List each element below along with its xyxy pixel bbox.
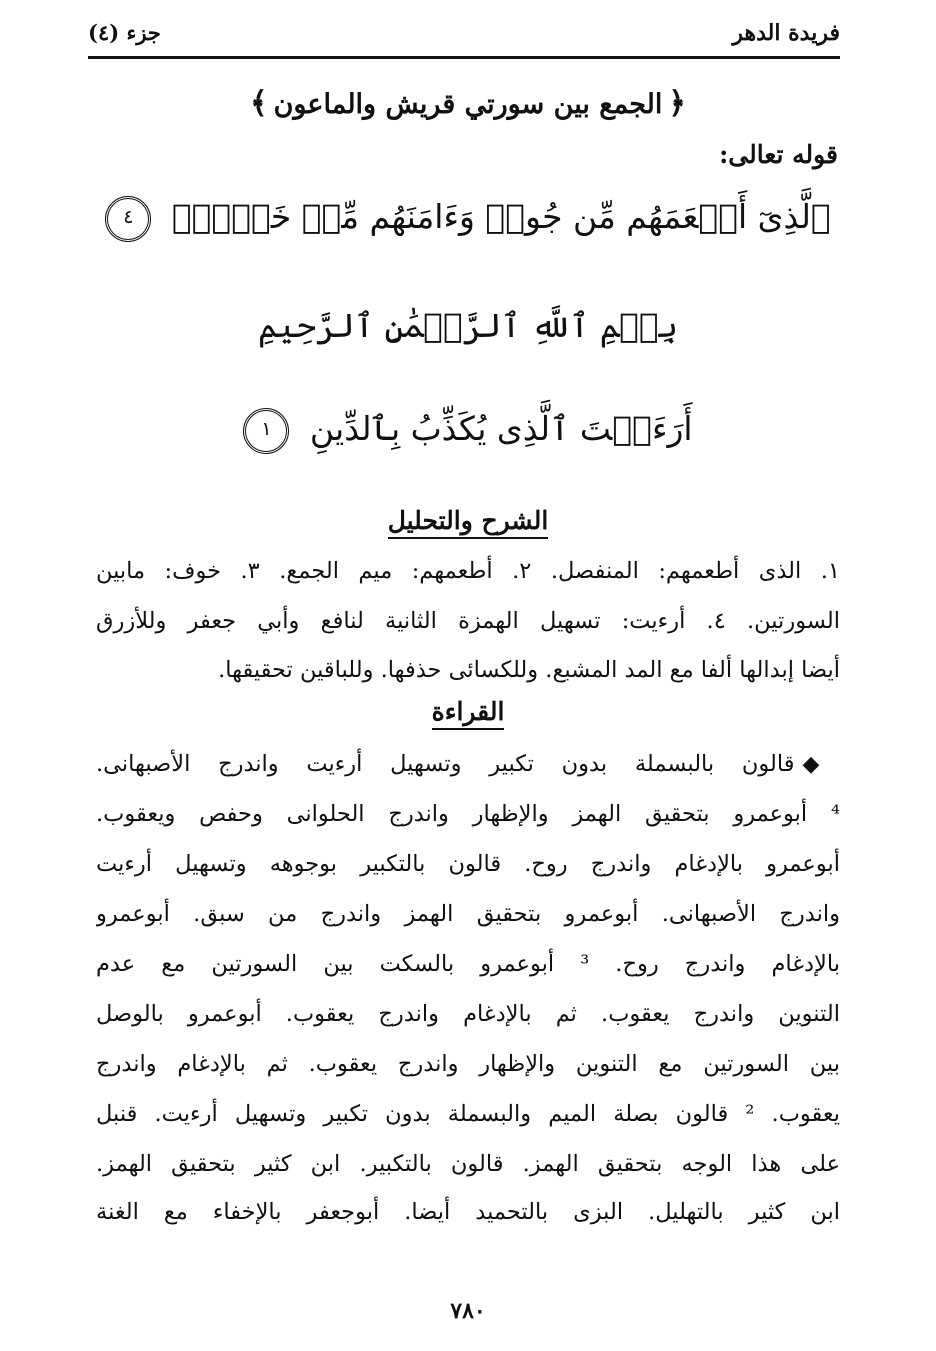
qiraah-line: التنوين واندرج يعقوب. ثم بالإدغام واندرج يعقوب. أبوعمرو بالوصل [96, 1001, 840, 1027]
heading-qiraah [0, 697, 936, 726]
page-number: ٧٨٠ [450, 1298, 486, 1324]
qiraah-line: بين السورتين مع التنوين والإظهار واندرج يعقوب. ثم بالإدغام واندرج [96, 1051, 840, 1077]
heading-qiraah-text: القراءة [432, 697, 505, 730]
qiraah-line: واندرج الأصبهانى. أبوعمرو بتحقيق الهمز واندرج من سبق. أبوعمرو [96, 901, 840, 927]
book-title: فريدة الدهر [732, 20, 840, 46]
qiraah-line: بالإدغام واندرج روح. ³ أبوعمرو بالسكت بين السورتين مع عدم [96, 951, 840, 977]
sharh-line: أيضا إبدالها ألفا مع المد المشبع. وللكسائى حذفها. وللباقين تحقيقها. [218, 657, 840, 683]
verse-text: أَرَءَيۡتَ ٱلَّذِى يُكَذِّبُ بِٱلدِّينِ [309, 409, 693, 448]
qiraah-line: يعقوب. ² قالون بصلة الميم والبسملة بدون تكبير وتسهيل أرءيت. قنبل [96, 1101, 840, 1127]
ornate-bracket-open: ﴿ [668, 86, 686, 121]
heading-sharh [0, 506, 936, 535]
qiraah-line: ⁴ أبوعمرو بتحقيق الهمز والإظهار واندرج الحلوانى وحفص ويعقوب. [96, 801, 840, 827]
qiraah-line: ابن كثير بالتهليل. البزى بالتحميد أيضا. أبوجعفر بالإخفاء مع الغنة [96, 1199, 840, 1225]
page-header [88, 14, 840, 58]
qiraah-line-text: قالون بالبسملة بدون تكبير وتسهيل أرءيت واندرج الأصبهانى. [96, 751, 795, 777]
ayah-number-icon: ٤ [105, 196, 151, 242]
verse-quraysh-4 [0, 196, 936, 242]
verse-text: ٱلَّذِىٓ أَطۡعَمَهُم مِّن جُوعٖ وَءَامَنَهُم مِّنۡ خَوۡفِۭ [171, 197, 831, 236]
sharh-line: ١. الذى أطعمهم: المنفصل. ٢. أطعمهم: ميم الجمع. ٣. خوف: مابين [96, 558, 840, 584]
header-divider [88, 56, 840, 59]
qiraah-line-first [96, 740, 840, 788]
qiraah-line: أبوعمرو بالإدغام واندرج روح. قالون بالتكبير بوجوهه وتسهيل أرءيت [96, 851, 840, 877]
intro-text: قوله تعالى: [719, 140, 838, 169]
ornate-bracket-close: ﴾ [250, 86, 268, 121]
part-label: جزء (٤) [88, 20, 161, 45]
ayah-number-icon: ١ [243, 408, 289, 454]
qiraah-line: على هذا الوجه بتحقيق الهمز. قالون بالتكبير. ابن كثير بتحقيق الهمز. [96, 1151, 840, 1177]
sharh-line: السورتين. ٤. أرءيت: تسهيل الهمزة الثانية لنافع وأبي جعفر وللأزرق [96, 608, 840, 634]
diamond-bullet-icon: ◆ [802, 752, 840, 777]
section-title [0, 86, 936, 121]
verse-maun-1 [0, 408, 936, 454]
heading-sharh-text: الشرح والتحليل [388, 506, 549, 539]
basmala [0, 306, 936, 345]
verse-text: بِسۡمِ ٱللَّهِ ٱلرَّحۡمَٰنِ ٱلرَّحِيمِ [257, 306, 679, 345]
section-title-text: الجمع بين سورتي قريش والماعون [273, 89, 663, 120]
